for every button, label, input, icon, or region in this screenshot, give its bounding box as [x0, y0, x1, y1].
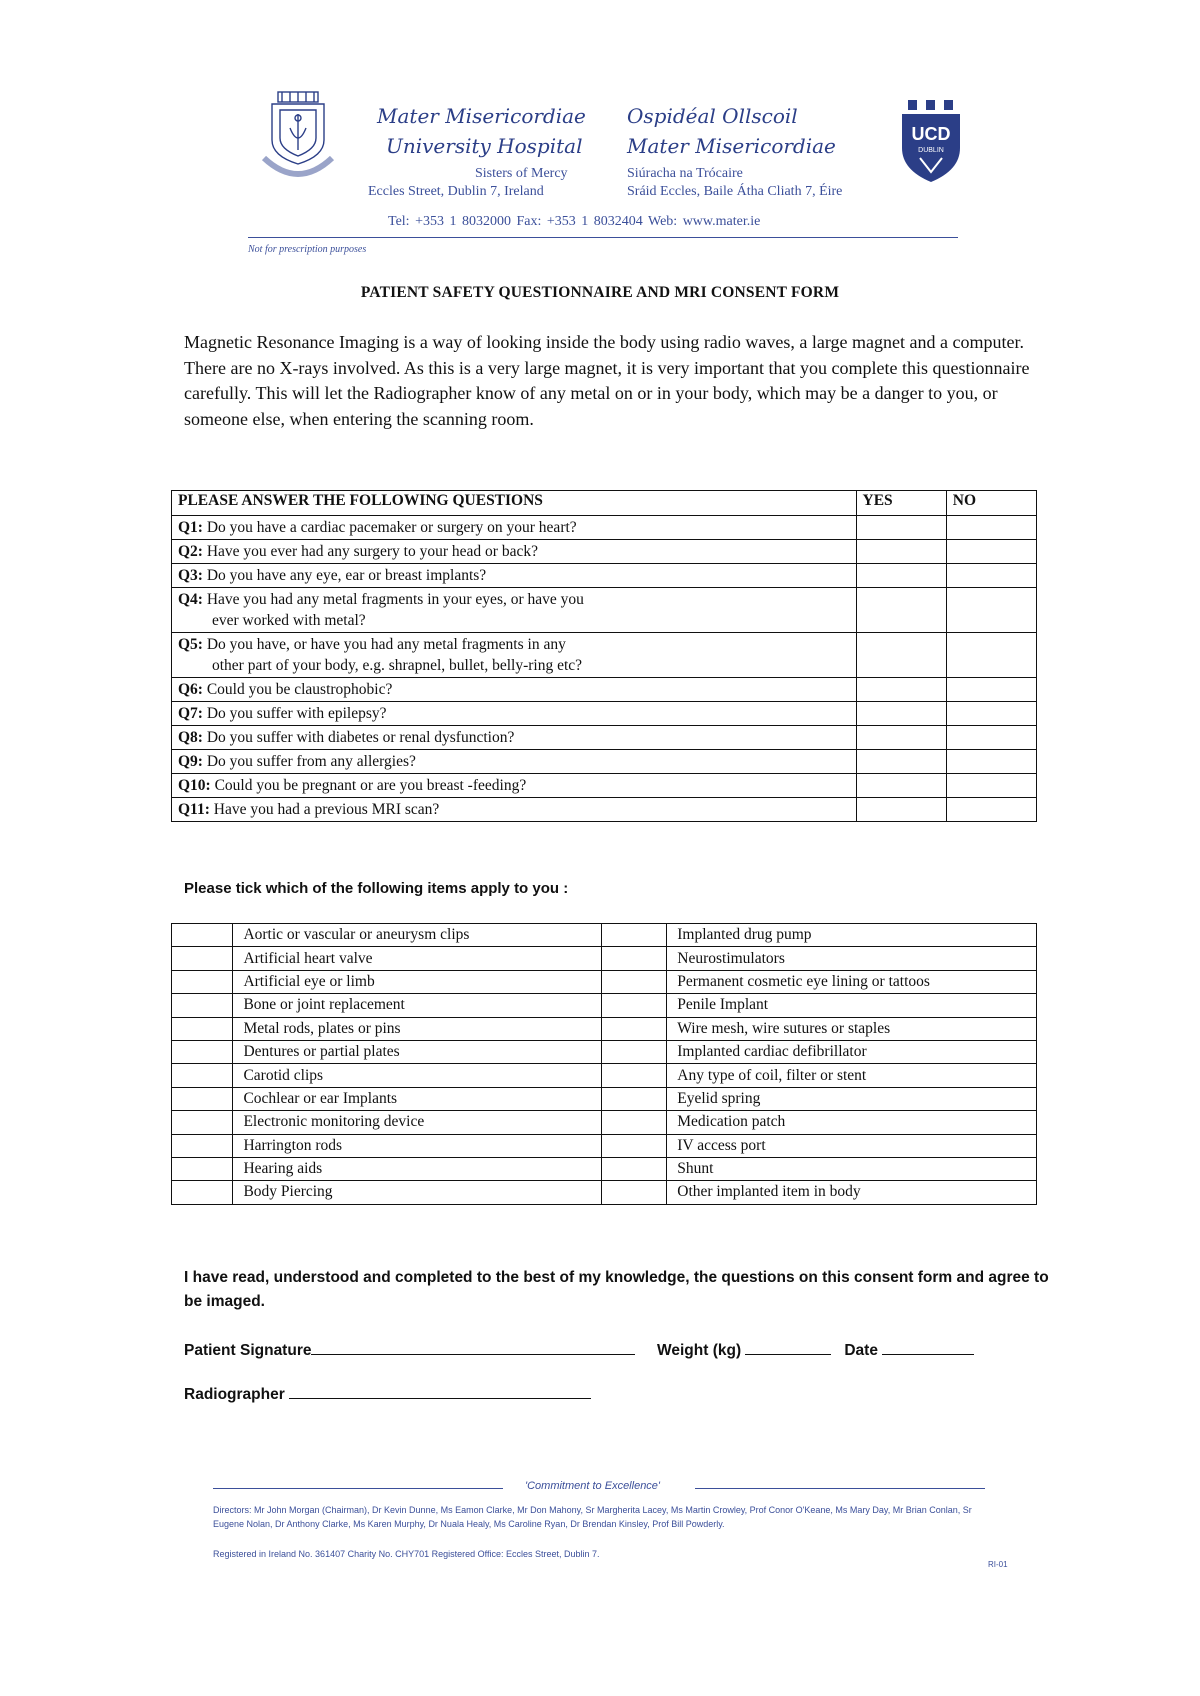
yes-answer-cell[interactable] — [856, 588, 946, 633]
question-text-cell — [172, 798, 857, 822]
yes-answer-cell[interactable] — [856, 726, 946, 750]
tick-box-right[interactable] — [601, 1017, 666, 1040]
question-number: Q10: — [178, 777, 211, 794]
tick-box-left[interactable] — [172, 1040, 233, 1063]
intro-paragraph: Magnetic Resonance Imaging is a way of looking inside the body using radio waves, a large magnet and a computer. There are no X-rays involved. As this is a very large magnet, it is very important that you complete this questionnaire carefully. This will let the Radiographer know of any metal on or in your body, which may be a danger to you, or someone else, when entering the scanning room. — [184, 332, 1030, 429]
question-text-continued: ever worked with metal? — [212, 612, 366, 629]
footer-registration: Registered in Ireland No. 361407 Charity No. CHY701 Registered Office: Eccles Street, Dublin 7. — [213, 1549, 600, 1559]
tick-box-left[interactable] — [172, 1157, 233, 1180]
no-answer-cell[interactable] — [946, 702, 1036, 726]
tick-box-left[interactable] — [172, 994, 233, 1017]
hospital-name-irish-line1: Ospidéal Ollscoil — [627, 104, 798, 128]
item-label-left: Aortic or vascular or aneurysm clips — [233, 924, 602, 947]
hospital-name-irish-line2: Mater Misericordiae — [627, 134, 836, 158]
radiographer-row — [184, 1384, 591, 1404]
tick-items-heading: Please tick which of the following items apply to you : — [184, 880, 569, 897]
hospital-name-english-line2: University Hospital — [386, 134, 583, 158]
tick-box-left[interactable] — [172, 1111, 233, 1134]
item-label-right: Implanted drug pump — [667, 924, 1037, 947]
item-row — [172, 1111, 1037, 1134]
question-text: Have you had any metal fragments in your eyes, or have you — [206, 591, 584, 608]
question-text-cell — [172, 702, 857, 726]
no-answer-cell[interactable] — [946, 774, 1036, 798]
question-row — [172, 798, 1037, 822]
weight-field[interactable] — [745, 1340, 831, 1355]
form-title: PATIENT SAFETY QUESTIONNAIRE AND MRI CONSENT FORM — [360, 284, 840, 301]
tick-box-left[interactable] — [172, 1181, 233, 1204]
item-label-right: Shunt — [667, 1157, 1037, 1180]
page-code: RI-01 — [988, 1560, 1008, 1569]
question-text: Do you suffer with epilepsy? — [206, 705, 387, 722]
footer-divider-right — [695, 1488, 985, 1489]
item-label-right: Eyelid spring — [667, 1087, 1037, 1110]
question-row — [172, 702, 1037, 726]
yes-answer-cell[interactable] — [856, 750, 946, 774]
no-answer-cell[interactable] — [946, 726, 1036, 750]
item-label-left: Metal rods, plates or pins — [233, 1017, 602, 1040]
footer-divider-left — [213, 1488, 503, 1489]
question-row — [172, 750, 1037, 774]
question-row — [172, 774, 1037, 798]
yes-answer-cell[interactable] — [856, 774, 946, 798]
question-number: Q2: — [178, 543, 203, 560]
svg-text:DUBLIN: DUBLIN — [918, 147, 944, 154]
item-label-right: Penile Implant — [667, 994, 1037, 1017]
no-column-header: NO — [946, 491, 1036, 516]
radiographer-field[interactable] — [289, 1384, 591, 1399]
sisters-of-mercy-label: Sisters of Mercy — [475, 166, 568, 181]
item-label-right: IV access port — [667, 1134, 1037, 1157]
question-text-cell — [172, 633, 857, 678]
question-text: Do you suffer with diabetes or renal dysfunction? — [206, 729, 515, 746]
question-text-cell — [172, 726, 857, 750]
address-irish: Sráid Eccles, Baile Átha Cliath 7, Éire — [627, 184, 843, 199]
question-text: Do you have, or have you had any metal fragments in any — [206, 636, 566, 653]
footer-directors: Directors: Mr John Morgan (Chairman), Dr Kevin Dunne, Ms Eamon Clarke, Mr Don Mahony, Sr Margherita Lacey, Ms Martin Crowley, Prof Conor O'Keane, Ms Mary Day, Mr Brian Conlan, Sr Eugene Nolan, Dr Anthony Clarke, Ms Karen Murphy, Dr Nuala Healy, Ms Caroline Ryan, Dr Brendan Kinsley, Prof Bill Powderly. — [213, 1505, 972, 1529]
radiographer-label: Radiographer — [184, 1386, 285, 1403]
tick-box-right[interactable] — [601, 1111, 666, 1134]
yes-answer-cell[interactable] — [856, 798, 946, 822]
no-answer-cell[interactable] — [946, 564, 1036, 588]
tick-box-right[interactable] — [601, 1181, 666, 1204]
item-row — [172, 1040, 1037, 1063]
sisters-of-mercy-irish-label: Siúracha na Trócaire — [627, 166, 743, 181]
question-text: Have you ever had any surgery to your head or back? — [206, 543, 538, 560]
questions-header: PLEASE ANSWER THE FOLLOWING QUESTIONS — [172, 491, 857, 516]
tick-box-right[interactable] — [601, 947, 666, 970]
address-english: Eccles Street, Dublin 7, Ireland — [368, 184, 544, 199]
question-text: Have you had a previous MRI scan? — [213, 801, 440, 818]
yes-answer-cell[interactable] — [856, 540, 946, 564]
no-answer-cell[interactable] — [946, 633, 1036, 678]
item-label-right: Implanted cardiac defibrillator — [667, 1040, 1037, 1063]
hospital-crest-icon — [250, 86, 346, 196]
yes-answer-cell[interactable] — [856, 633, 946, 678]
item-label-left: Body Piercing — [233, 1181, 602, 1204]
questions-header-row — [172, 491, 1037, 516]
item-label-left: Artificial eye or limb — [233, 970, 602, 993]
question-text-cell — [172, 678, 857, 702]
signature-row — [184, 1340, 974, 1360]
question-text-cell — [172, 774, 857, 798]
tick-box-right[interactable] — [601, 1134, 666, 1157]
date-label: Date — [844, 1342, 878, 1359]
question-number: Q5: — [178, 636, 203, 653]
item-row — [172, 924, 1037, 947]
implant-items-table — [171, 923, 1037, 1205]
item-label-left: Dentures or partial plates — [233, 1040, 602, 1063]
no-answer-cell[interactable] — [946, 750, 1036, 774]
question-text-cell — [172, 516, 857, 540]
header-divider — [248, 237, 958, 238]
question-number: Q9: — [178, 753, 203, 770]
item-label-right: Medication patch — [667, 1111, 1037, 1134]
tick-box-right[interactable] — [601, 1157, 666, 1180]
item-label-right: Wire mesh, wire sutures or staples — [667, 1017, 1037, 1040]
tick-box-left[interactable] — [172, 1017, 233, 1040]
question-number: Q7: — [178, 705, 203, 722]
yes-answer-cell[interactable] — [856, 564, 946, 588]
tick-box-left[interactable] — [172, 970, 233, 993]
item-label-left: Harrington rods — [233, 1134, 602, 1157]
question-number: Q4: — [178, 591, 203, 608]
no-answer-cell[interactable] — [946, 588, 1036, 633]
tick-box-left[interactable] — [172, 1087, 233, 1110]
question-row — [172, 678, 1037, 702]
tick-box-right[interactable] — [601, 970, 666, 993]
tick-box-right[interactable] — [601, 994, 666, 1017]
item-row — [172, 994, 1037, 1017]
patient-signature-label: Patient Signature — [184, 1342, 312, 1359]
patient-signature-field[interactable] — [311, 1340, 635, 1355]
yes-answer-cell[interactable] — [856, 516, 946, 540]
questions-table — [171, 490, 1037, 822]
prescription-note: Not for prescription purposes — [248, 244, 367, 255]
question-text: Do you suffer from any allergies? — [206, 753, 416, 770]
yes-answer-cell[interactable] — [856, 702, 946, 726]
question-row — [172, 540, 1037, 564]
no-answer-cell[interactable] — [946, 516, 1036, 540]
tick-box-right[interactable] — [601, 1087, 666, 1110]
item-label-right: Permanent cosmetic eye lining or tattoos — [667, 970, 1037, 993]
item-row — [172, 1157, 1037, 1180]
item-label-left: Artificial heart valve — [233, 947, 602, 970]
question-text-continued: other part of your body, e.g. shrapnel, bullet, belly-ring etc? — [212, 657, 583, 674]
no-answer-cell[interactable] — [946, 798, 1036, 822]
ucd-logo-icon — [898, 98, 964, 184]
footer-motto: 'Commitment to Excellence' — [525, 1480, 661, 1492]
item-label-right: Neurostimulators — [667, 947, 1037, 970]
item-row — [172, 1134, 1037, 1157]
tick-box-right[interactable] — [601, 1064, 666, 1087]
question-text-cell — [172, 540, 857, 564]
hospital-name-english-line1: Mater Misericordiae — [377, 104, 586, 128]
item-label-left: Bone or joint replacement — [233, 994, 602, 1017]
question-text: Could you be pregnant or are you breast -feeding? — [214, 777, 527, 794]
item-row — [172, 970, 1037, 993]
yes-column-header: YES — [856, 491, 946, 516]
question-text-cell — [172, 750, 857, 774]
question-number: Q8: — [178, 729, 203, 746]
question-row — [172, 588, 1037, 633]
question-row — [172, 516, 1037, 540]
question-row — [172, 564, 1037, 588]
item-row — [172, 947, 1037, 970]
weight-label: Weight (kg) — [657, 1342, 742, 1359]
item-label-left: Electronic monitoring device — [233, 1111, 602, 1134]
declaration-text: I have read, understood and completed to the best of my knowledge, the questions on this consent form and agree to be imaged. — [184, 1269, 1049, 1310]
question-number: Q11: — [178, 801, 210, 818]
item-label-right: Other implanted item in body — [667, 1181, 1037, 1204]
question-text: Could you be claustrophobic? — [206, 681, 393, 698]
question-text: Do you have any eye, ear or breast implants? — [206, 567, 487, 584]
item-label-right: Any type of coil, filter or stent — [667, 1064, 1037, 1087]
tick-box-left[interactable] — [172, 947, 233, 970]
no-answer-cell[interactable] — [946, 678, 1036, 702]
item-label-left: Hearing aids — [233, 1157, 602, 1180]
tick-box-right[interactable] — [601, 1040, 666, 1063]
contact-details: Tel: +353 1 8032000 Fax: +353 1 8032404 Web: www.mater.ie — [388, 214, 761, 229]
item-row — [172, 1017, 1037, 1040]
question-text-cell — [172, 564, 857, 588]
item-row — [172, 1064, 1037, 1087]
tick-box-right[interactable] — [601, 924, 666, 947]
question-number: Q1: — [178, 519, 203, 536]
question-row — [172, 726, 1037, 750]
item-row — [172, 1087, 1037, 1110]
item-label-left: Cochlear or ear Implants — [233, 1087, 602, 1110]
item-label-left: Carotid clips — [233, 1064, 602, 1087]
question-number: Q3: — [178, 567, 203, 584]
tick-box-left[interactable] — [172, 924, 233, 947]
date-field[interactable] — [882, 1340, 974, 1355]
yes-answer-cell[interactable] — [856, 678, 946, 702]
item-row — [172, 1181, 1037, 1204]
svg-text:UCD: UCD — [911, 124, 951, 144]
question-text-cell — [172, 588, 857, 633]
tick-box-left[interactable] — [172, 1134, 233, 1157]
question-number: Q6: — [178, 681, 203, 698]
question-text: Do you have a cardiac pacemaker or surgery on your heart? — [206, 519, 577, 536]
no-answer-cell[interactable] — [946, 540, 1036, 564]
question-row — [172, 633, 1037, 678]
tick-box-left[interactable] — [172, 1064, 233, 1087]
